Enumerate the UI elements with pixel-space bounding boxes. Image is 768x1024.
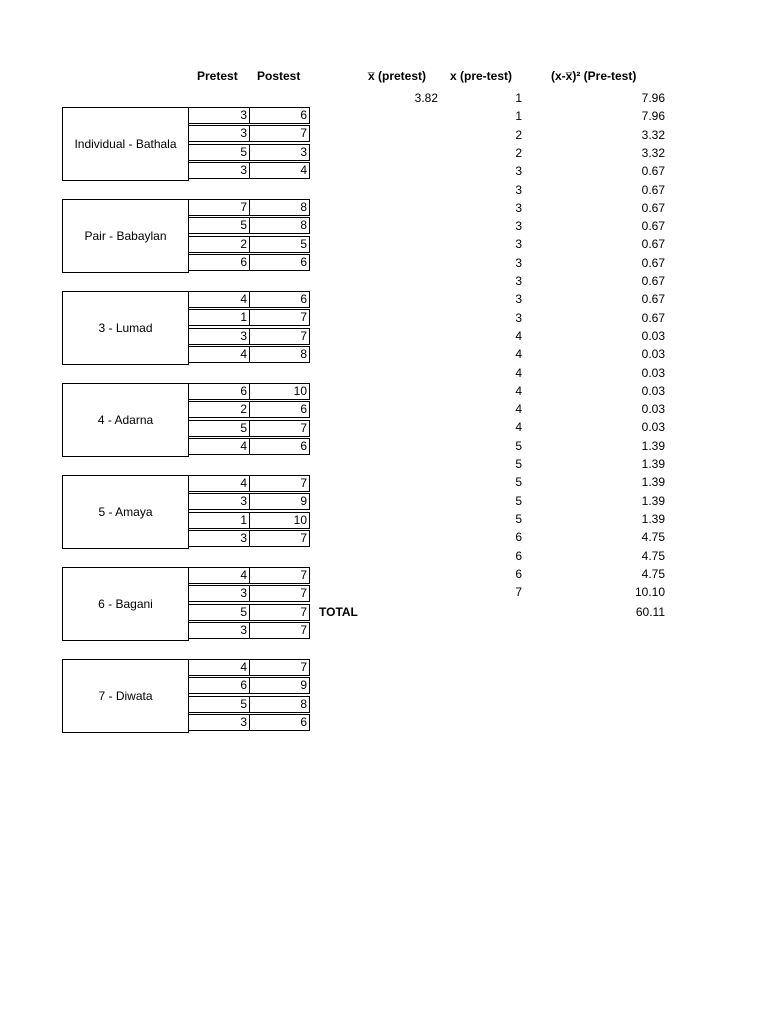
- group-block: [62, 659, 309, 733]
- header-squared-deviation: (x-x̅)² (Pre-test): [551, 69, 637, 83]
- group-block: [62, 383, 309, 457]
- pretest-cell: 3: [188, 125, 250, 142]
- x-value: 4: [515, 347, 522, 361]
- x-value: 5: [515, 512, 522, 526]
- pretest-cell: 5: [188, 144, 250, 161]
- pretest-cell: 5: [188, 217, 250, 234]
- posttest-cell: 6: [249, 107, 310, 124]
- x-value: 2: [515, 128, 522, 142]
- posttest-cell: 6: [249, 438, 310, 455]
- x-value: 3: [515, 164, 522, 178]
- x-value: 7: [515, 585, 522, 599]
- squared-deviation-value: 1.39: [641, 512, 665, 526]
- x-value: 3: [515, 274, 522, 288]
- pretest-cell: 4: [188, 438, 250, 455]
- posttest-cell: 8: [249, 696, 310, 713]
- posttest-cell: 7: [249, 530, 310, 547]
- pretest-cell: 5: [188, 604, 250, 621]
- squared-deviation-value: 4.75: [641, 549, 665, 563]
- pretest-cell: 2: [188, 236, 250, 253]
- pretest-cell: 3: [188, 585, 250, 602]
- squared-deviation-value: 10.10: [634, 585, 665, 599]
- posttest-cell: 10: [249, 383, 310, 400]
- total-value: 60.11: [635, 605, 665, 619]
- pretest-cell: 3: [188, 493, 250, 510]
- pretest-cell: 4: [188, 659, 250, 676]
- x-value: 3: [515, 292, 522, 306]
- squared-deviation-value: 0.67: [641, 292, 665, 306]
- x-value: 4: [515, 402, 522, 416]
- pretest-cell: 3: [188, 622, 250, 639]
- pretest-cell: 3: [188, 107, 250, 124]
- squared-deviation-value: 0.03: [641, 329, 665, 343]
- posttest-cell: 7: [249, 622, 310, 639]
- x-value: 6: [515, 549, 522, 563]
- squared-deviation-value: 4.75: [641, 567, 665, 581]
- squared-deviation-value: 3.32: [641, 146, 665, 160]
- group-name: Individual - Bathala: [62, 107, 189, 181]
- x-value: 3: [515, 219, 522, 233]
- posttest-cell: 7: [249, 567, 310, 584]
- pretest-cell: 6: [188, 254, 250, 271]
- posttest-cell: 5: [249, 236, 310, 253]
- x-value: 4: [515, 384, 522, 398]
- group-name: Pair - Babaylan: [62, 199, 189, 273]
- header-x: x (pre-test): [450, 69, 513, 83]
- pretest-cell: 1: [188, 512, 250, 529]
- header-mean: x̅ (pretest): [368, 69, 427, 83]
- group-name: 4 - Adarna: [62, 383, 189, 457]
- squared-deviation-value: 0.03: [641, 402, 665, 416]
- group-block: [62, 567, 309, 641]
- posttest-cell: 6: [249, 714, 310, 731]
- x-value: 6: [515, 530, 522, 544]
- squared-deviation-value: 0.03: [641, 420, 665, 434]
- posttest-cell: 7: [249, 604, 310, 621]
- pretest-cell: 3: [188, 530, 250, 547]
- posttest-cell: 7: [249, 328, 310, 345]
- squared-deviation-value: 1.39: [641, 439, 665, 453]
- x-value: 4: [515, 420, 522, 434]
- posttest-cell: 7: [249, 475, 310, 492]
- pretest-cell: 4: [188, 475, 250, 492]
- pretest-cell: 7: [188, 199, 250, 216]
- group-name: 3 - Lumad: [62, 291, 189, 365]
- posttest-cell: 9: [249, 677, 310, 694]
- total-label: TOTAL: [319, 605, 358, 619]
- squared-deviation-value: 1.39: [641, 457, 665, 471]
- x-value: 5: [515, 475, 522, 489]
- x-value: 3: [515, 256, 522, 270]
- x-value: 5: [515, 494, 522, 508]
- posttest-cell: 10: [249, 512, 310, 529]
- posttest-cell: 3: [249, 144, 310, 161]
- posttest-cell: 7: [249, 659, 310, 676]
- squared-deviation-value: 0.03: [641, 366, 665, 380]
- x-value: 2: [515, 146, 522, 160]
- pretest-cell: 3: [188, 328, 250, 345]
- squared-deviation-value: 0.67: [641, 311, 665, 325]
- squared-deviation-value: 0.67: [641, 164, 665, 178]
- squared-deviation-value: 0.67: [641, 183, 665, 197]
- squared-deviation-value: 0.67: [641, 201, 665, 215]
- squared-deviation-value: 3.32: [641, 128, 665, 142]
- squared-deviation-value: 4.75: [641, 530, 665, 544]
- posttest-cell: 7: [249, 125, 310, 142]
- header-posttest: Postest: [257, 69, 301, 83]
- x-value: 1: [515, 91, 522, 105]
- mean-value: 3.82: [414, 91, 438, 105]
- pretest-cell: 4: [188, 346, 250, 363]
- pretest-cell: 5: [188, 696, 250, 713]
- pretest-cell: 1: [188, 309, 250, 326]
- squared-deviation-value: 1.39: [641, 475, 665, 489]
- posttest-cell: 9: [249, 493, 310, 510]
- posttest-cell: 7: [249, 309, 310, 326]
- posttest-cell: 6: [249, 254, 310, 271]
- header-pretest: Pretest: [197, 69, 238, 83]
- x-value: 5: [515, 439, 522, 453]
- x-value: 3: [515, 311, 522, 325]
- pretest-cell: 4: [188, 291, 250, 308]
- pretest-cell: 6: [188, 677, 250, 694]
- squared-deviation-value: 0.67: [641, 219, 665, 233]
- x-value: 4: [515, 329, 522, 343]
- posttest-cell: 7: [249, 420, 310, 437]
- x-value: 3: [515, 237, 522, 251]
- x-value: 3: [515, 201, 522, 215]
- x-value: 5: [515, 457, 522, 471]
- x-value: 1: [515, 109, 522, 123]
- posttest-cell: 4: [249, 162, 310, 179]
- squared-deviation-value: 0.03: [641, 347, 665, 361]
- posttest-cell: 8: [249, 217, 310, 234]
- group-name: 5 - Amaya: [62, 475, 189, 549]
- x-value: 6: [515, 567, 522, 581]
- squared-deviation-value: 0.67: [641, 237, 665, 251]
- squared-deviation-value: 7.96: [641, 91, 665, 105]
- group-block: [62, 107, 309, 181]
- posttest-cell: 6: [249, 401, 310, 418]
- group-name: 7 - Diwata: [62, 659, 189, 733]
- squared-deviation-value: 1.39: [641, 494, 665, 508]
- group-name: 6 - Bagani: [62, 567, 189, 641]
- pretest-cell: 2: [188, 401, 250, 418]
- squared-deviation-value: 0.03: [641, 384, 665, 398]
- group-block: [62, 475, 309, 549]
- posttest-cell: 8: [249, 199, 310, 216]
- x-value: 3: [515, 183, 522, 197]
- pretest-cell: 5: [188, 420, 250, 437]
- group-block: [62, 291, 309, 365]
- pretest-cell: 4: [188, 567, 250, 584]
- group-block: [62, 199, 309, 273]
- squared-deviation-value: 0.67: [641, 256, 665, 270]
- squared-deviation-value: 0.67: [641, 274, 665, 288]
- pretest-cell: 3: [188, 714, 250, 731]
- pretest-cell: 3: [188, 162, 250, 179]
- x-value: 4: [515, 366, 522, 380]
- posttest-cell: 7: [249, 585, 310, 602]
- posttest-cell: 6: [249, 291, 310, 308]
- posttest-cell: 8: [249, 346, 310, 363]
- squared-deviation-value: 7.96: [641, 109, 665, 123]
- pretest-cell: 6: [188, 383, 250, 400]
